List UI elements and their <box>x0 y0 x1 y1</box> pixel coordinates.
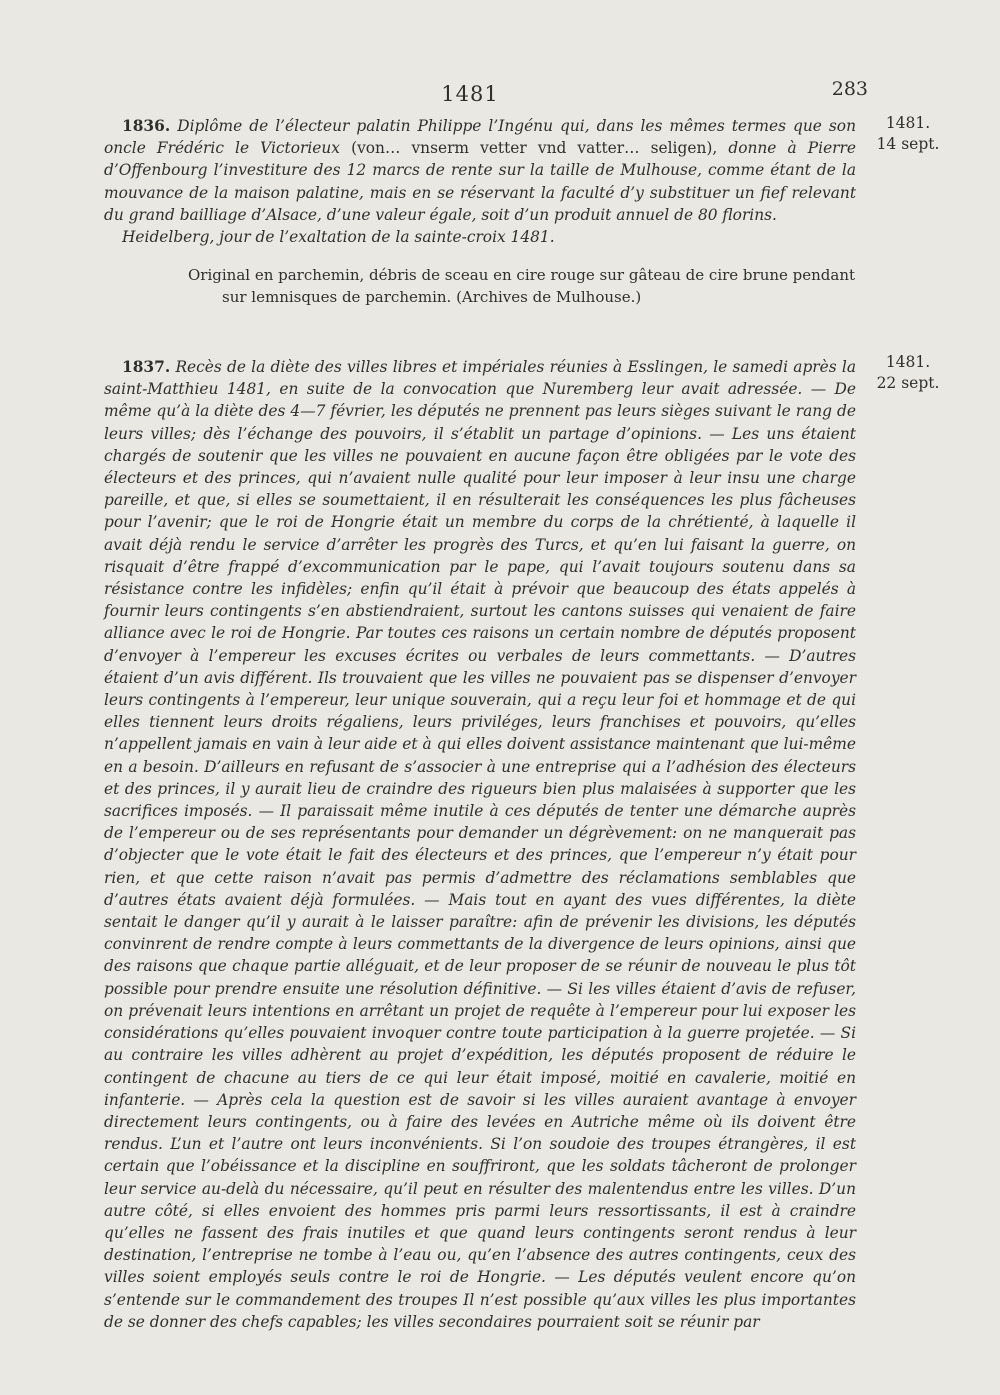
margin-year: 1481. <box>885 353 931 371</box>
entry-number: 1836. <box>122 117 171 135</box>
entry-1837 <box>104 356 856 1333</box>
page-number: 283 <box>831 78 868 100</box>
margin-day: 22 sept. <box>876 374 940 392</box>
entry-text-part: Diplôme de l’électeur palatin Philippe l’Ingénu qui, dans les mêmes termes que son oncle Frédéric le Victorieux <box>104 117 856 158</box>
margin-date-1837 <box>868 352 948 394</box>
entry-quote: (von… vnserm vetter vnd vatter… seligen), <box>351 139 729 158</box>
margin-year: 1481. <box>885 114 931 132</box>
entry-text-part: Recès de la diète des villes libres et impériales réunies à Esslingen, le samedi après la saint-Matthieu 1481, en suite de la convocation que Nuremberg leur avait adressée. — De même qu’à la diète des 4—7 février, les députés ne prennent pas leurs sièges suivant le rang de leurs villes; dès l’échange des pouvoirs, il s’établit un partage d’opinions. — Les uns étaient chargés de soutenir que les villes ne pouvaient en aucune façon être obligées par le vote des électeurs et des princes, qui n’avaient nulle qualité pour leur imposer à leur insu une charge pareille, et que, si elles se soumettaient, il en résulterait les conséquences les plus fâcheuses pour l’avenir; que le roi de Hongrie était un membre du corps de la chrétienté, à laquelle il avait déjà rendu le service d’arrêter les progrès des Turcs, et qu’en lui faisant la guerre, on risquait d’être frappé d’excommunication par le pape, qui l’avait toujours soutenu dans sa résistance contre les infidèles; enfin qu’il était à prévoir que beaucoup des états appelés à fournir leurs contingents s’en abstiendraient, surtout les cantons suisses qui venaient de faire alliance avec le roi de Hongrie. Par toutes ces raisons un certain nombre de députés proposent d’envoyer à l’empereur les excuses écrites ou verbales de leurs commettants. — D’autres étaient d’un avis différent. Ils trouvaient que les villes ne pouvaient pas se dispenser d’envoyer leurs contingents à l’empereur, leur unique souverain, qui a reçu leur foi et hommage et de qui elles tiennent leurs droits régaliens, leurs priviléges, leurs franchises et pouvoirs, qu’elles n’appellent jamais en vain à leur aide et à qui elles doivent assistance maintenant que lui-même en a besoin. D’ailleurs en refusant de s’associer à une entreprise qui a l’adhésion des électeurs et des princes, il y aurait lieu de craindre des rigueurs bien plus malaisées à supporter que les sacrifices imposés. — Il paraissait même inutile à ces députés de tenter une démarche auprès de l’empereur ou de ses représentants pour demander un dégrèvement: on ne manquerait pas d’objecter que le vote était le fait des électeurs et des princes, que l’empereur n’y était pour rien, et que cette raison n’avait pas permis d’admettre des réclamations semblables que d’autres états avaient déjà formulées. — Mais tout en ayant des vues différentes, la diète sentait le danger qu’il y aurait à le laisser paraître: afin de prévenir les divisions, les députés convinrent de rendre compte à leurs commettants de la divergence de leurs opinions, ainsi que des raisons que chaque partie alléguait, et de leur proposer de se réunir de nouveau le plus tôt possible pour prendre ensuite une résolution définitive. — Si les villes étaient d’avis de refuser, on prévenait leurs intentions en arrêtant un projet de requête à l’empereur pour lui exposer les considérations qu’elles pouvaient invoquer contre toute participation à la guerre projetée. — Si au contraire les villes adhèrent au projet d’expédition, les députés proposent de réduire le contingent de chacune au tiers de ce qui leur était imposé, moitié en cavalerie, moitié en infanterie. — Après cela la question est de savoir si les villes auraient avantage à envoyer directement leurs contingents, ou à faire des levées en Autriche même où ils doivent être rendus. L’un et l’autre ont leurs inconvénients. Si l’on soudoie des troupes étrangères, il est certain que l’obéissance et la discipline en souffriront, que les soldats tâcheront de prolonger leur service au-delà du nécessaire, qu’il peut en résulter des malentendus entre les villes. D’un autre côté, si elles envoient des hommes pris parmi leurs ressortissants, il est à craindre qu’elles ne fassent des frais inutiles et que quand leurs contingents seront rendus à leur destination, l’entreprise ne tombe à l’eau ou, qu’en l’absence des autres contingents, ceux des villes soient employés seuls contre le roi de Hongrie. — Les députés veulent encore qu’on s’entende sur le commandement des troupes Il n’est possible qu’aux villes les plus importantes de se donner des chefs capables; les villes secondaires pourraient soit se réunir par <box>104 358 856 1331</box>
entry-number: 1837. <box>122 358 171 376</box>
running-head <box>0 78 1000 112</box>
entry-text <box>104 115 856 226</box>
entry-text <box>104 356 856 1333</box>
entry-text-part: donne à Pierre d’Offenbourg l’investiture des 12 marcs de rente sur la taille de Mulhouse, comme étant de la mouvance de la maison palatine, mais en se réservant la faculté d’y substituer un fief relevant du grand bailliage d’Alsace, d’une valeur égale, soit d’un produit annuel de 80 florins. <box>104 139 856 224</box>
running-head-year: 1481 <box>441 82 499 106</box>
source-line: sur lemnisques de parchemin. (Archives de Mulhouse.) <box>222 288 642 307</box>
margin-day: 14 sept. <box>876 135 940 153</box>
margin-date-1836 <box>868 113 948 155</box>
place-date: Heidelberg, jour de l’exaltation de la sainte-croix 1481. <box>122 228 555 247</box>
entry-1836 <box>104 115 856 308</box>
source-line: Original en parchemin, débris de sceau en cire rouge sur gâteau de cire brune pendant <box>188 266 856 285</box>
source-note <box>188 264 856 308</box>
